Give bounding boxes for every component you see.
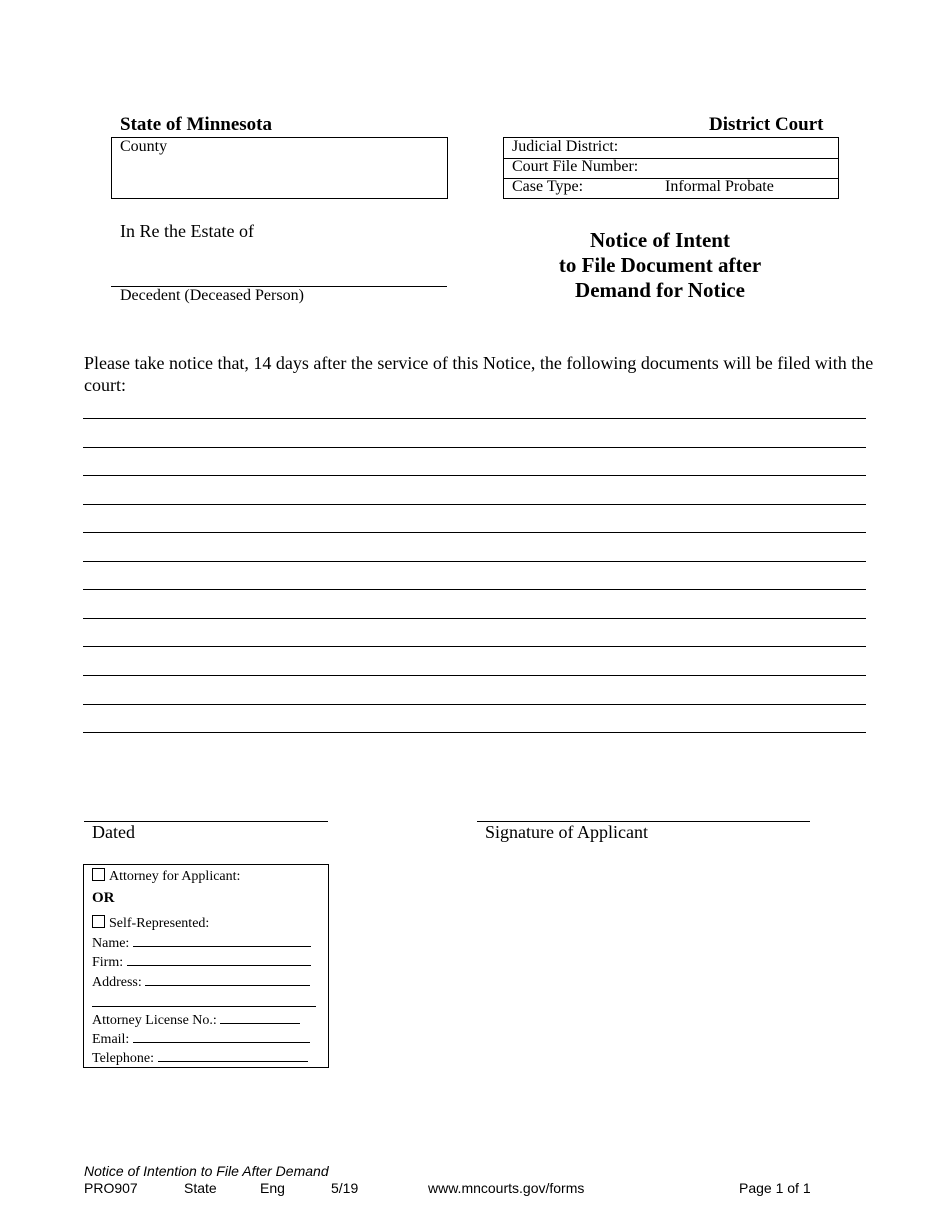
name-label: Name: — [92, 936, 130, 951]
email-row — [92, 1030, 310, 1048]
case-info-table — [503, 137, 839, 199]
telephone-row — [92, 1049, 308, 1067]
court-file-number-row — [504, 158, 838, 179]
signature-label: Signature of Applicant — [485, 822, 648, 842]
address-line-2[interactable] — [92, 1006, 316, 1007]
case-type-value: Informal Probate — [665, 178, 774, 195]
document-line[interactable] — [83, 618, 866, 619]
decedent-label: Decedent (Deceased Person) — [120, 287, 304, 304]
name-row — [92, 934, 311, 952]
case-type-label: Case Type: — [512, 178, 584, 195]
footer-language: Eng — [260, 1180, 285, 1196]
telephone-field[interactable] — [158, 1049, 308, 1062]
title-line-3: Demand for Notice — [575, 278, 745, 302]
document-line[interactable] — [83, 504, 866, 505]
document-line[interactable] — [83, 475, 866, 476]
footer-form-title: Notice of Intention to File After Demand — [84, 1163, 329, 1179]
name-field[interactable] — [133, 934, 311, 947]
firm-row — [92, 953, 311, 971]
document-line[interactable] — [83, 646, 866, 647]
judicial-district-label: Judicial District: — [512, 138, 619, 155]
attorney-option-label: Attorney for Applicant: — [109, 869, 241, 884]
notice-paragraph: Please take notice that, 14 days after the service of this Notice, the following documents will be filed with the court: — [84, 353, 874, 395]
telephone-label: Telephone: — [92, 1051, 154, 1066]
court-file-number-label: Court File Number: — [512, 158, 639, 175]
license-label: Attorney License No.: — [92, 1013, 217, 1028]
self-represented-checkbox[interactable] — [92, 915, 105, 928]
state-heading: State of Minnesota — [120, 114, 272, 135]
footer-url[interactable]: www.mncourts.gov/forms — [428, 1180, 585, 1196]
attorney-option[interactable] — [92, 868, 240, 885]
self-represented-option[interactable] — [92, 915, 209, 932]
document-line[interactable] — [83, 561, 866, 562]
address-label: Address: — [92, 975, 142, 990]
firm-label: Firm: — [92, 955, 124, 970]
document-line[interactable] — [83, 732, 866, 733]
attorney-checkbox[interactable] — [92, 868, 105, 881]
self-represented-label: Self-Represented: — [109, 916, 210, 931]
address-field[interactable] — [145, 973, 310, 986]
firm-field[interactable] — [127, 953, 311, 966]
dated-label: Dated — [92, 822, 135, 842]
or-label: OR — [92, 890, 115, 906]
footer-jurisdiction: State — [184, 1180, 217, 1196]
title-line-2: to File Document after — [558, 253, 762, 277]
license-row — [92, 1011, 300, 1029]
document-line[interactable] — [83, 675, 866, 676]
footer-page-number: Page 1 of 1 — [739, 1180, 811, 1196]
license-field[interactable] — [220, 1011, 300, 1024]
footer-revision: 5/19 — [331, 1180, 359, 1196]
judicial-district-row — [504, 138, 838, 159]
in-re-label: In Re the Estate of — [120, 221, 254, 241]
title-line-1: Notice of Intent — [590, 228, 730, 252]
case-type-row — [504, 178, 838, 198]
address-row — [92, 973, 310, 991]
attorney-info-box — [83, 864, 329, 1068]
county-label: County — [120, 138, 168, 155]
document-line[interactable] — [83, 447, 866, 448]
document-title — [504, 228, 816, 303]
email-label: Email: — [92, 1032, 130, 1047]
court-heading: District Court — [709, 114, 824, 135]
document-line[interactable] — [83, 418, 866, 419]
footer-form-number: PRO907 — [84, 1180, 138, 1196]
document-line[interactable] — [83, 704, 866, 705]
document-line[interactable] — [83, 532, 866, 533]
document-line[interactable] — [83, 589, 866, 590]
email-field[interactable] — [133, 1030, 310, 1043]
